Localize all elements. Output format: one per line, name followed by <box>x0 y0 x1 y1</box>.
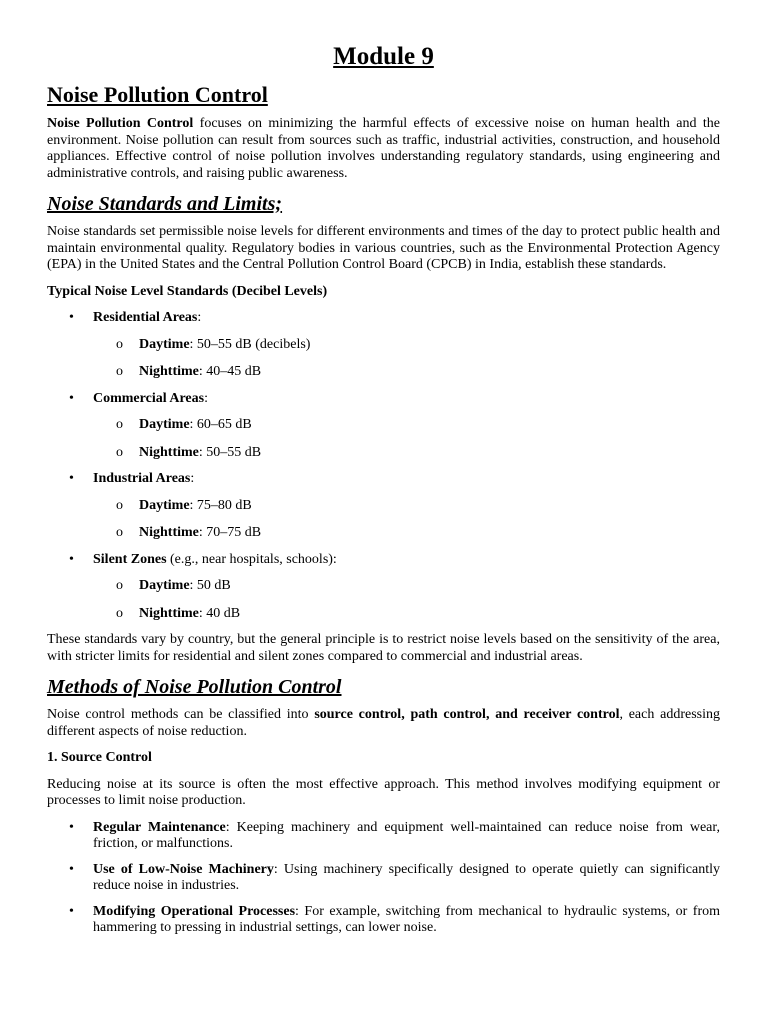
area-limits <box>93 498 720 542</box>
limit-daytime <box>93 578 720 595</box>
area-list <box>47 310 720 622</box>
intro-bold-term: Noise Pollution Control <box>47 116 194 131</box>
limit-value: : 75–80 dB <box>189 497 252 513</box>
standards-subheading: Typical Noise Level Standards (Decibel Levels) <box>47 283 328 299</box>
list-item <box>47 820 720 853</box>
area-name: Silent Zones <box>93 551 167 567</box>
main-heading: Noise Pollution Control <box>47 82 268 107</box>
area-name: Residential Areas <box>93 310 198 325</box>
limit-nighttime <box>93 606 720 623</box>
area-limits <box>93 417 720 461</box>
limit-label: Nighttime <box>139 525 199 540</box>
item-text: : Keeping machinery and equipment well-maintained can reduce noise from wear, friction, or malfunctions. <box>93 819 720 851</box>
module-title: Module 9 <box>333 43 434 70</box>
area-suffix: (e.g., near hospitals, schools): <box>166 551 337 567</box>
limit-nighttime <box>93 364 720 381</box>
limit-value: : 50 dB <box>189 578 231 593</box>
limit-daytime <box>93 417 720 434</box>
limit-label: Daytime <box>139 417 190 432</box>
methods-intro <box>47 707 720 740</box>
item-term: Use of Low-Noise Machinery <box>93 861 274 877</box>
area-limits <box>93 337 720 381</box>
source-control-list <box>47 820 720 937</box>
limit-label: Daytime <box>139 497 190 513</box>
item-text: : Using machinery specifically designed to operate quietly can significantly reduce noise in industries. <box>93 861 720 893</box>
limit-daytime <box>93 337 720 354</box>
limit-value: : 40–45 dB <box>198 364 262 379</box>
source-control-paragraph: Reducing noise at its source is often the most effective approach. This method involves modifying equipment or processes to limit noise production. <box>47 776 720 808</box>
area-suffix: : <box>204 390 208 406</box>
methods-intro-text: , each addressing different aspects of noise reduction. <box>47 707 720 739</box>
area-suffix: : <box>197 310 202 325</box>
limit-label: Daytime <box>139 336 190 352</box>
limit-label: Nighttime <box>139 364 199 379</box>
intro-paragraph <box>47 116 720 182</box>
methods-intro-text: Noise control methods can be classified into <box>47 707 315 722</box>
methods-heading: Methods of Noise Pollution Control <box>47 676 342 698</box>
area-item-silent <box>47 552 720 623</box>
methods-intro-bold: source control, path control, and receiver control <box>314 707 620 722</box>
limit-label: Nighttime <box>139 444 199 460</box>
standards-heading: Noise Standards and Limits; <box>47 193 283 215</box>
item-text: : For example, switching from mechanical to hydraulic systems, or from hammering to pressing in industrial settings, can lower noise. <box>93 903 720 935</box>
area-item-commercial <box>47 391 720 462</box>
item-term: Regular Maintenance <box>93 819 226 835</box>
standards-closing: These standards vary by country, but the general principle is to restrict noise levels based on the sensitivity of the area, with stricter limits for residential and silent zones compared to commercial and industrial areas. <box>47 632 720 664</box>
list-item <box>47 904 720 937</box>
item-term: Modifying Operational Processes <box>93 903 296 919</box>
limit-value: : 70–75 dB <box>198 525 262 540</box>
area-suffix: : <box>190 471 195 486</box>
source-control-heading: 1. Source Control <box>47 750 152 765</box>
intro-text: focuses on minimizing the harmful effects of excessive noise on human health and the environment. Noise pollution can result from sources such as traffic, industrial activities, construction, and household appliances. Effective control of noise pollution involves understanding regulatory standards, using engineering and administrative controls, and raising public awareness. <box>47 116 720 181</box>
limit-value: : 40 dB <box>198 605 241 621</box>
limit-nighttime <box>93 445 720 462</box>
limit-value: : 60–65 dB <box>189 417 252 432</box>
limit-daytime <box>93 498 720 515</box>
area-item-residential <box>47 310 720 381</box>
standards-paragraph: Noise standards set permissible noise levels for different environments and times of the day to protect public health and maintain environmental quality. Regulatory bodies in various countries, such as the Environmental Protection Agency (EPA) in the United States and the Central Pollution Control Board (CPCB) in India, establish these standards. <box>47 224 720 272</box>
limit-nighttime <box>93 525 720 542</box>
limit-label: Daytime <box>139 578 190 593</box>
list-item <box>47 862 720 895</box>
area-item-industrial <box>47 471 720 542</box>
limit-label: Nighttime <box>139 605 199 621</box>
area-limits <box>93 578 720 622</box>
limit-value: : 50–55 dB (decibels) <box>189 336 311 352</box>
area-name: Industrial Areas <box>93 471 191 486</box>
area-name: Commercial Areas <box>93 390 205 406</box>
limit-value: : 50–55 dB <box>198 444 262 460</box>
